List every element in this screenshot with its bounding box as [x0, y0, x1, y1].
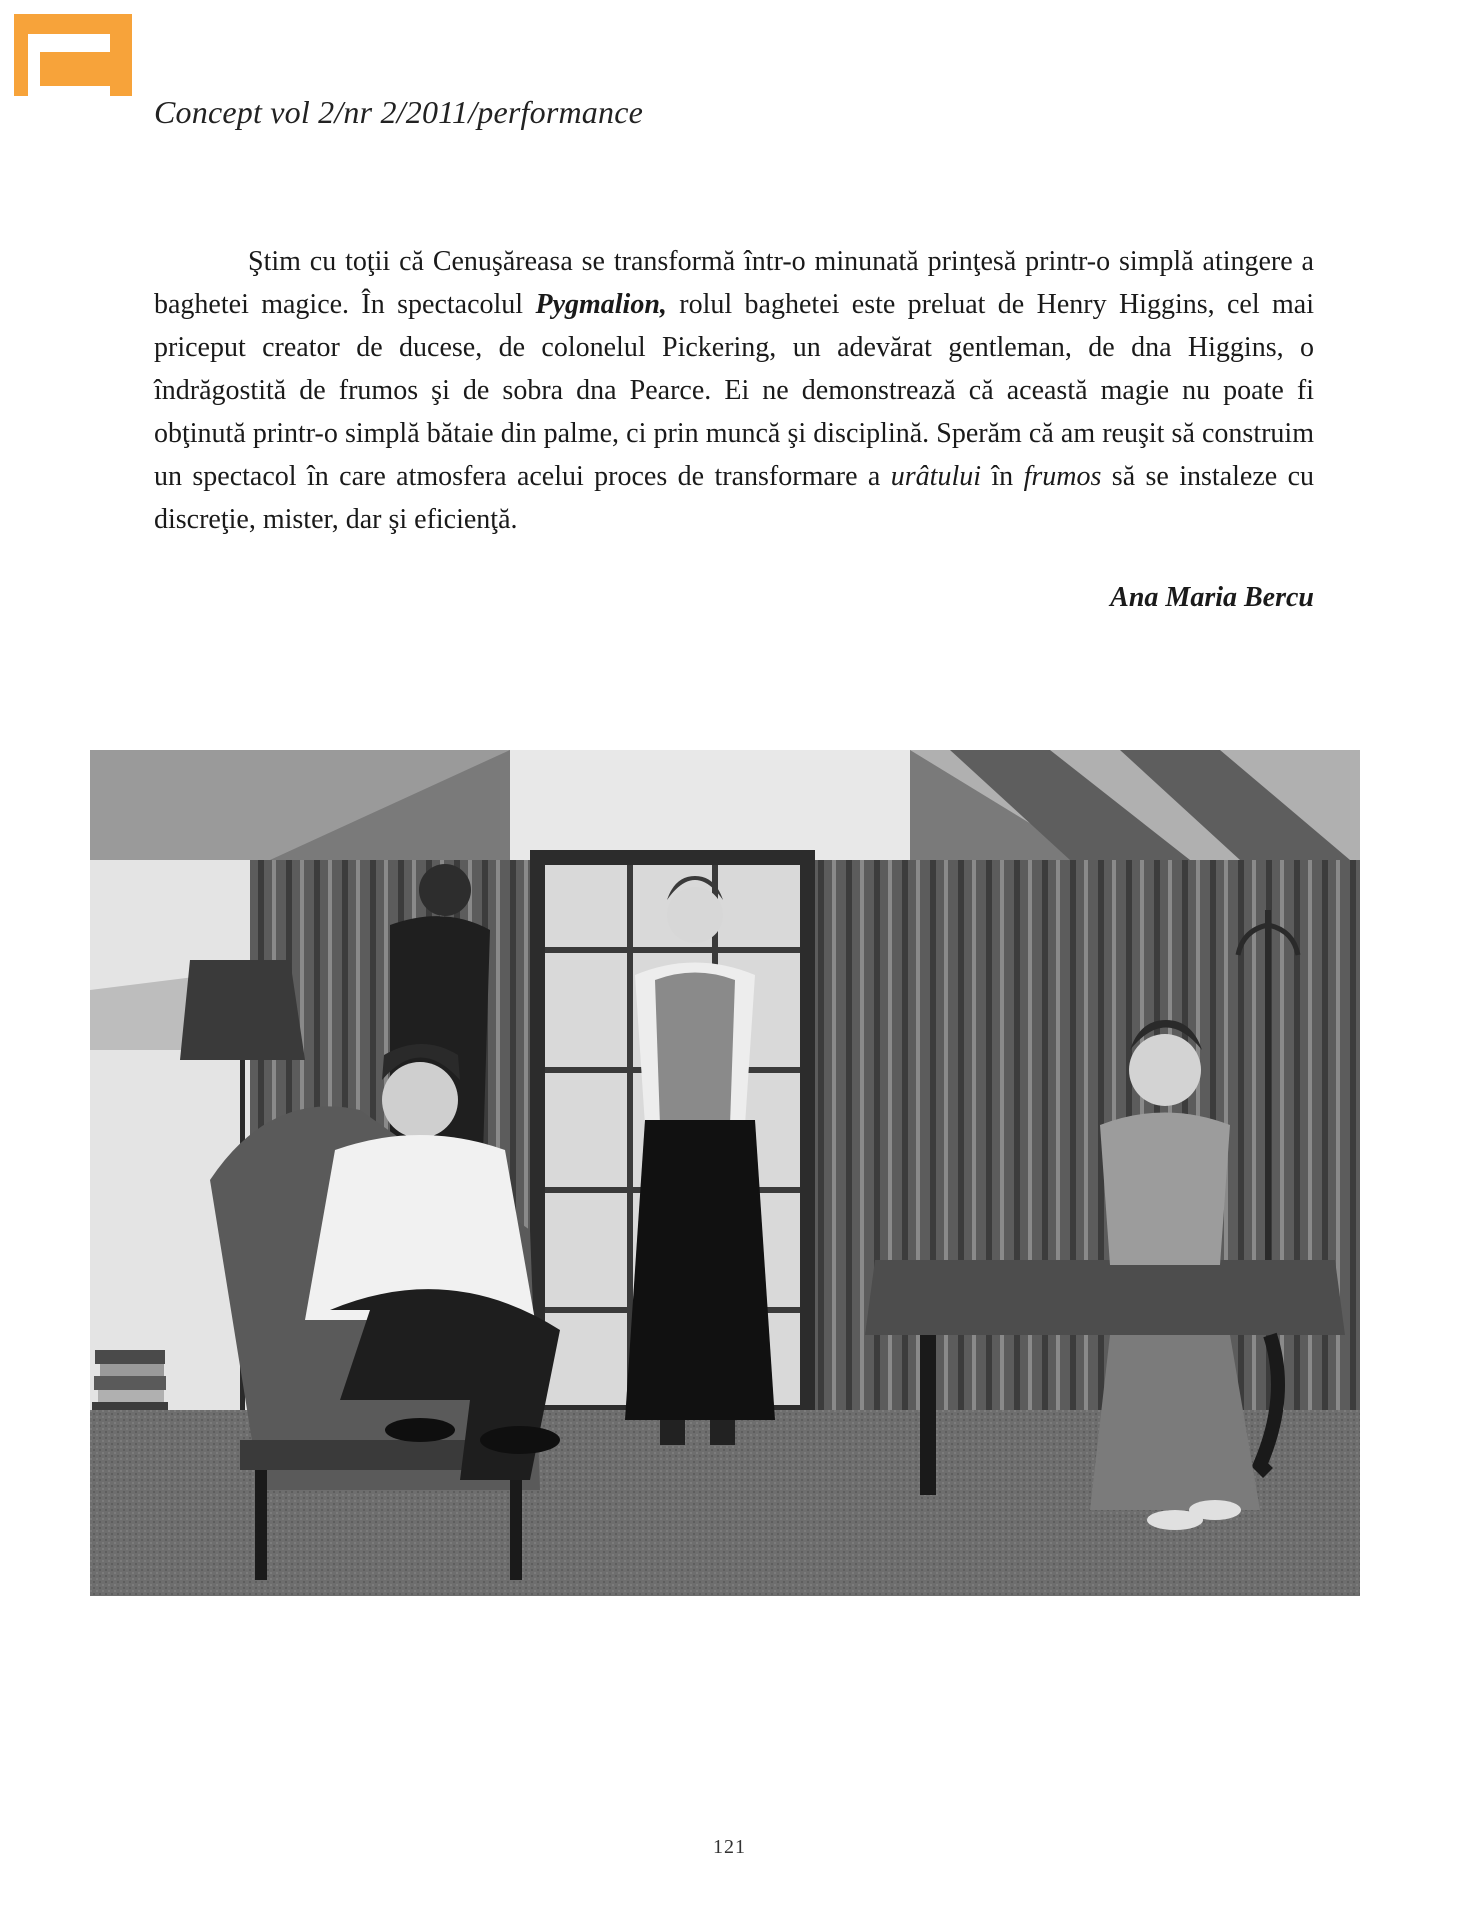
- paragraph-text-4: să se instaleze cu discreţie, mister, dar şi eficienţă.: [154, 461, 1315, 535]
- logo-bar: [40, 52, 122, 86]
- play-title: Pygmalion,: [535, 289, 667, 320]
- page-number: 121: [713, 1836, 746, 1858]
- journal-logo: [14, 14, 132, 96]
- article-paragraph: [154, 240, 1314, 541]
- paragraph-text-2: rolul baghetei este preluat de Henry Higgins, cel mai priceput creator de ducese, de colonelul Pickering, un adevărat gentleman, de dna Higgins, o îndrăgostită de frumos şi de sobra dna Pearce. Ei ne demonstrează că această magie nu poate fi obţinută printr-o simplă bătaie din palme, ci prin muncă şi disciplină. Sperăm că am reuşit să construim un spectacol în care atmosfera acelui proces de transformare a: [154, 289, 1314, 492]
- emphasis-beautiful: frumos: [1023, 461, 1102, 492]
- paragraph-text-3: în: [981, 461, 1024, 492]
- stage-photo: [90, 750, 1360, 1596]
- running-head: Concept vol 2/nr 2/2011/performance: [154, 94, 643, 130]
- paragraph-text-1: Ştim cu toţii că Cenuşăreasa se transformă într-o minunată prinţesă printr-o simplă atingere a baghetei magice. În spectacolul: [154, 246, 1314, 320]
- stage-photo-illustration: [90, 750, 1360, 1596]
- author-signature: Ana Maria Bercu: [1110, 582, 1314, 613]
- emphasis-ugly: urâtului: [890, 461, 981, 492]
